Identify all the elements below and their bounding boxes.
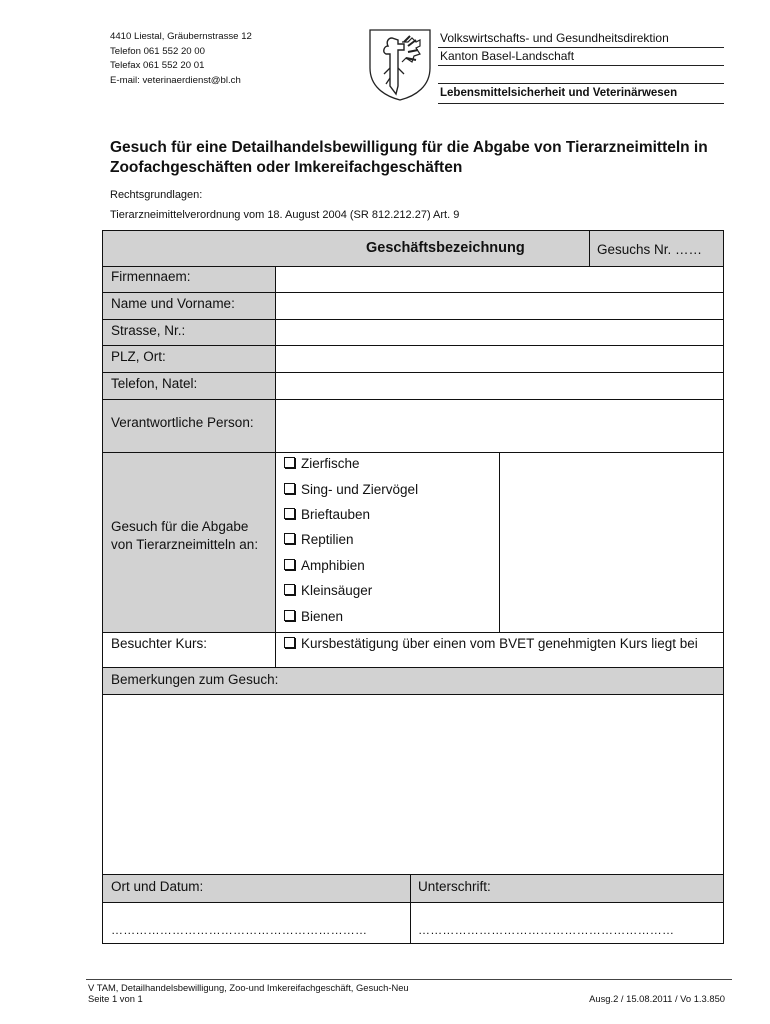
checkbox-sing-ziervoegel[interactable]: Sing- und Ziervögel [284, 482, 418, 497]
zip-city-label: PLZ, Ort: [111, 349, 166, 364]
directorate-name: Volkswirtschafts- und Gesundheitsdirektion [438, 30, 724, 48]
footer-page-number: Seite 1 von 1 [88, 993, 143, 1004]
basel-landschaft-crest-icon [368, 28, 432, 102]
company-label: Firmennaem: [111, 269, 191, 284]
checkbox-kleinsaeuger[interactable]: Kleinsäuger [284, 583, 372, 598]
phone-field[interactable] [276, 373, 723, 399]
checkbox-icon [284, 533, 295, 544]
request-number: Gesuchs Nr. …… [597, 242, 703, 257]
street-label: Strasse, Nr.: [111, 323, 186, 338]
company-field[interactable] [276, 267, 723, 292]
zip-city-field[interactable] [276, 346, 723, 372]
sender-fax: Telefax 061 552 20 01 [110, 60, 205, 71]
application-form [102, 230, 724, 944]
checkbox-icon [284, 610, 295, 621]
request-label-line2: von Tierarzneimitteln an: [111, 537, 259, 552]
sender-address-block [110, 30, 252, 88]
label-column-bg [103, 266, 275, 632]
course-label: Besuchter Kurs: [111, 636, 208, 651]
request-label-line1: Gesuch für die Abgabe [111, 519, 249, 534]
signature-label: Unterschrift: [418, 879, 491, 894]
checkbox-bienen[interactable]: Bienen [284, 609, 343, 624]
legal-basis-label: Rechtsgrundlagen: [110, 189, 203, 201]
authority-block [438, 30, 724, 104]
sender-street: 4410 Liestal, Gräubernstrasse 12 [110, 31, 252, 42]
request-notes-field[interactable] [500, 453, 723, 632]
sender-phone: Telefon 061 552 20 00 [110, 45, 205, 57]
responsible-person-label: Verantwortliche Person: [111, 415, 254, 430]
checkbox-course-confirmation[interactable]: Kursbestätigung über einen vom BVET genehmigten Kurs liegt bei [284, 636, 698, 651]
signature-field[interactable]: ……………………………………………………… [418, 923, 675, 937]
divider [438, 66, 724, 84]
business-name-header: Geschäftsbezeichnung [366, 240, 525, 256]
name-field[interactable] [276, 293, 723, 319]
name-label: Name und Vorname: [111, 296, 235, 311]
checkbox-icon [284, 483, 295, 494]
footer-document-name: V TAM, Detailhandelsbewilligung, Zoo-und Imkereifachgeschäft, Gesuch-Neu [88, 982, 409, 993]
place-date-field[interactable]: ……………………………………………………… [111, 923, 368, 937]
responsible-person-field[interactable] [276, 400, 723, 452]
checkbox-icon [284, 637, 295, 648]
sender-email: E-mail: veterinaerdienst@bl.ch [110, 74, 241, 86]
department-name: Lebensmittelsicherheit und Veterinärwesen [438, 84, 724, 104]
place-date-label: Ort und Datum: [111, 879, 204, 894]
document-title: Gesuch für eine Detailhandelsbewilligung für die Abgabe von Tierarzneimitteln in Zoofachgeschäften oder Imkereifachgeschäften [110, 139, 708, 176]
legal-basis-text: Tierarzneimittelverordnung vom 18. August 2004 (SR 812.212.27) Art. 9 [110, 209, 460, 221]
footer-divider [86, 979, 732, 980]
footer-version: Ausg.2 / 15.08.2011 / Vo 1.3.850 [589, 993, 725, 1004]
checkbox-icon [284, 508, 295, 519]
phone-label: Telefon, Natel: [111, 376, 198, 391]
checkbox-icon [284, 457, 295, 468]
checkbox-icon [284, 559, 295, 570]
checkbox-zierfische[interactable]: Zierfische [284, 456, 360, 471]
canton-name: Kanton Basel-Landschaft [438, 48, 724, 66]
checkbox-icon [284, 584, 295, 595]
checkbox-brieftauben[interactable]: Brieftauben [284, 507, 370, 522]
checkbox-amphibien[interactable]: Amphibien [284, 558, 365, 573]
street-field[interactable] [276, 320, 723, 345]
checkbox-reptilien[interactable]: Reptilien [284, 532, 354, 547]
remarks-label: Bemerkungen zum Gesuch: [111, 672, 279, 687]
remarks-field[interactable] [103, 695, 723, 874]
